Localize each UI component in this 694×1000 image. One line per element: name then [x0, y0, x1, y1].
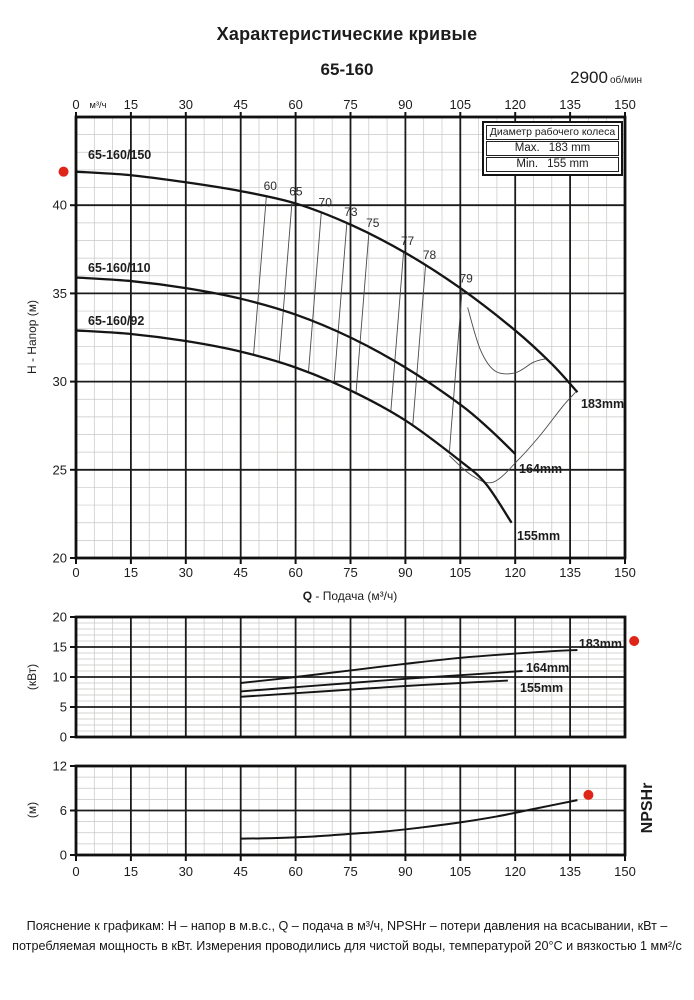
svg-text:(м): (м) [25, 801, 39, 819]
svg-text:120: 120 [504, 565, 527, 580]
svg-text:75: 75 [343, 864, 358, 879]
svg-text:155mm: 155mm [520, 681, 564, 695]
svg-text:0: 0 [72, 864, 80, 879]
svg-text:75: 75 [366, 216, 380, 231]
svg-text:150: 150 [614, 565, 636, 580]
axis-ticks [70, 112, 625, 564]
svg-text:65-160/150: 65-160/150 [88, 148, 152, 162]
npshr-flow-chart [0, 750, 694, 895]
chart-explanation-note: Пояснение к графикам: H – напор в м.в.с., Q – подача в м³/ч, NPSHr – потери давления на всасывании, кВт – потребляемая мощность в кВт. Измерения проводились для чистой воды, температурой 20°С и вязкостью 1 мм²/с [12, 919, 682, 954]
svg-text:30: 30 [178, 97, 194, 112]
svg-text:H - Напор (м): H - Напор (м) [25, 299, 39, 375]
svg-text:0: 0 [72, 565, 80, 580]
svg-text:65: 65 [289, 184, 303, 199]
legend-header: Диаметр рабочего колеса [486, 125, 619, 140]
svg-text:105: 105 [449, 97, 472, 112]
red-marker-dot [629, 636, 639, 646]
svg-text:45: 45 [233, 864, 248, 879]
svg-text:60: 60 [263, 178, 277, 193]
svg-text:65-160/92: 65-160/92 [88, 314, 145, 328]
legend-min-value: 155 mm [547, 157, 589, 170]
svg-text:150: 150 [614, 864, 636, 879]
svg-text:Q - Подача (м³/ч): Q - Подача (м³/ч) [302, 589, 398, 603]
rpm-value: 2900 [570, 68, 608, 87]
svg-text:0: 0 [59, 729, 67, 745]
svg-text:150: 150 [614, 97, 636, 112]
legend-row-max [486, 141, 619, 156]
legend-min-label: Min. [516, 157, 539, 170]
svg-text:90: 90 [398, 97, 413, 112]
svg-text:12: 12 [52, 758, 67, 774]
svg-text:60: 60 [288, 864, 303, 879]
svg-text:6: 6 [59, 803, 67, 818]
svg-text:15: 15 [123, 864, 139, 879]
svg-text:120: 120 [504, 864, 527, 879]
svg-text:0: 0 [59, 847, 67, 863]
svg-text:183mm: 183mm [581, 397, 625, 411]
svg-text:164mm: 164mm [526, 661, 570, 675]
svg-text:NPSHr: NPSHr [639, 782, 656, 834]
svg-text:35: 35 [52, 285, 67, 301]
svg-text:155mm: 155mm [517, 529, 561, 543]
svg-text:120: 120 [504, 97, 527, 112]
axis-ticks [70, 766, 625, 861]
svg-text:45: 45 [233, 565, 248, 580]
svg-text:15: 15 [123, 565, 139, 580]
svg-text:135: 135 [559, 565, 581, 580]
svg-text:20: 20 [52, 609, 67, 625]
rpm-unit: об/мин [609, 75, 642, 86]
svg-text:135: 135 [559, 864, 581, 879]
rpm-label [570, 68, 642, 88]
red-marker-dot [59, 167, 69, 177]
svg-text:60: 60 [288, 565, 303, 580]
svg-text:75: 75 [343, 97, 358, 112]
svg-text:25: 25 [52, 462, 67, 478]
svg-text:15: 15 [123, 97, 139, 112]
svg-text:60: 60 [288, 97, 303, 112]
svg-text:183mm: 183mm [578, 637, 622, 651]
efficiency-lines [254, 179, 576, 483]
svg-text:73: 73 [344, 205, 358, 220]
legend-max-label: Max. [514, 141, 540, 154]
svg-text:75: 75 [343, 565, 358, 580]
svg-text:105: 105 [449, 565, 472, 580]
svg-text:90: 90 [398, 864, 413, 879]
svg-text:78: 78 [422, 247, 437, 262]
red-marker-dot [583, 790, 593, 800]
svg-text:20: 20 [52, 550, 67, 566]
svg-text:0: 0 [72, 97, 80, 112]
svg-text:164mm: 164mm [519, 462, 563, 476]
svg-text:70: 70 [318, 195, 332, 210]
svg-text:40: 40 [52, 197, 67, 213]
pump-model-title: 65-160 [320, 60, 374, 79]
svg-text:15: 15 [52, 639, 67, 655]
svg-text:30: 30 [178, 565, 194, 580]
svg-text:90: 90 [398, 565, 413, 580]
svg-text:м³/ч: м³/ч [89, 100, 107, 111]
page-title: Характеристические кривые [216, 24, 478, 44]
legend-row-min [486, 157, 619, 172]
impeller-diameter-legend [482, 121, 623, 176]
svg-text:45: 45 [233, 97, 248, 112]
power-flow-chart [0, 600, 694, 750]
svg-text:105: 105 [449, 864, 472, 879]
svg-text:(кВт): (кВт) [25, 663, 39, 691]
svg-text:79: 79 [459, 271, 473, 286]
svg-text:135: 135 [559, 97, 581, 112]
svg-text:30: 30 [178, 864, 194, 879]
svg-text:5: 5 [59, 699, 67, 715]
svg-text:65-160/110: 65-160/110 [88, 261, 151, 275]
major-grid [76, 766, 625, 855]
svg-text:10: 10 [52, 669, 67, 685]
svg-text:30: 30 [52, 374, 67, 390]
svg-text:77: 77 [400, 233, 415, 248]
legend-max-value: 183 mm [548, 141, 591, 154]
